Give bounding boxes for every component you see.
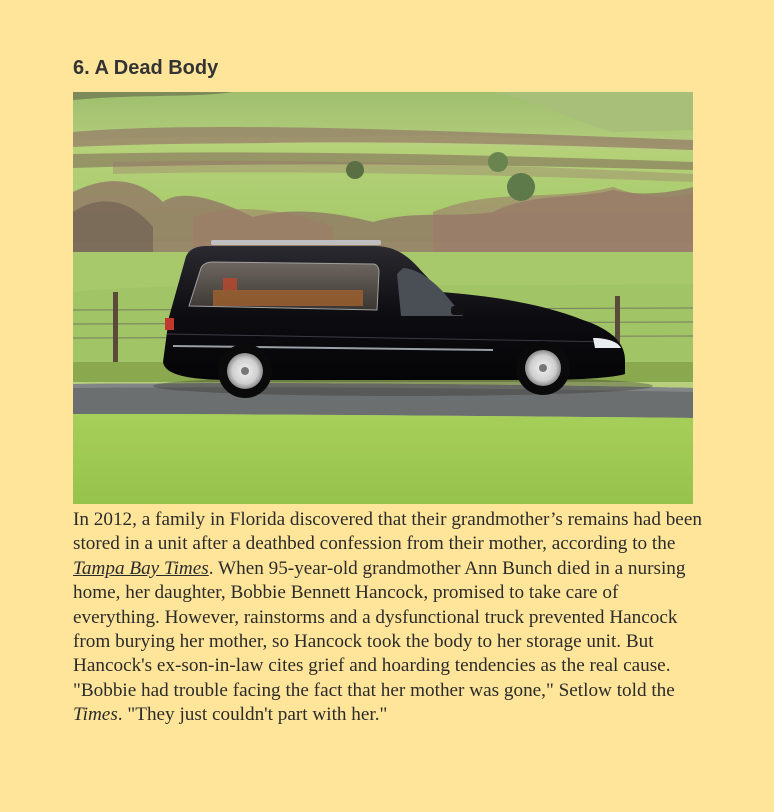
article-paragraph: In 2012, a family in Florida discovered that their grandmother’s remains had been stored in a unit after a deathbed confession from their mother, according to the Tampa Bay Times. When 95-year-old grandmother Ann Bunch died in a nursing home, her daughter, Bobbie Bennett Hancock, promised to take care of everything. However, rainstorms and a dysfunctional truck prevented Hancock from burying her mother, so Hancock took the body to her storage unit. But Hancock's ex-son-in-law cites grief and hoarding tendencies as the real cause. "Bobbie had trouble facing the fact that her mother was gone," Setlow told the Times. "They just couldn't part with her." [73,509,702,726]
article-heading: 6. A Dead Body [73,57,219,79]
hearse-photo [73,92,693,504]
tampa-bay-times-link[interactable]: Tampa Bay Times [73,557,209,579]
times-emphasis: Times [73,704,118,726]
